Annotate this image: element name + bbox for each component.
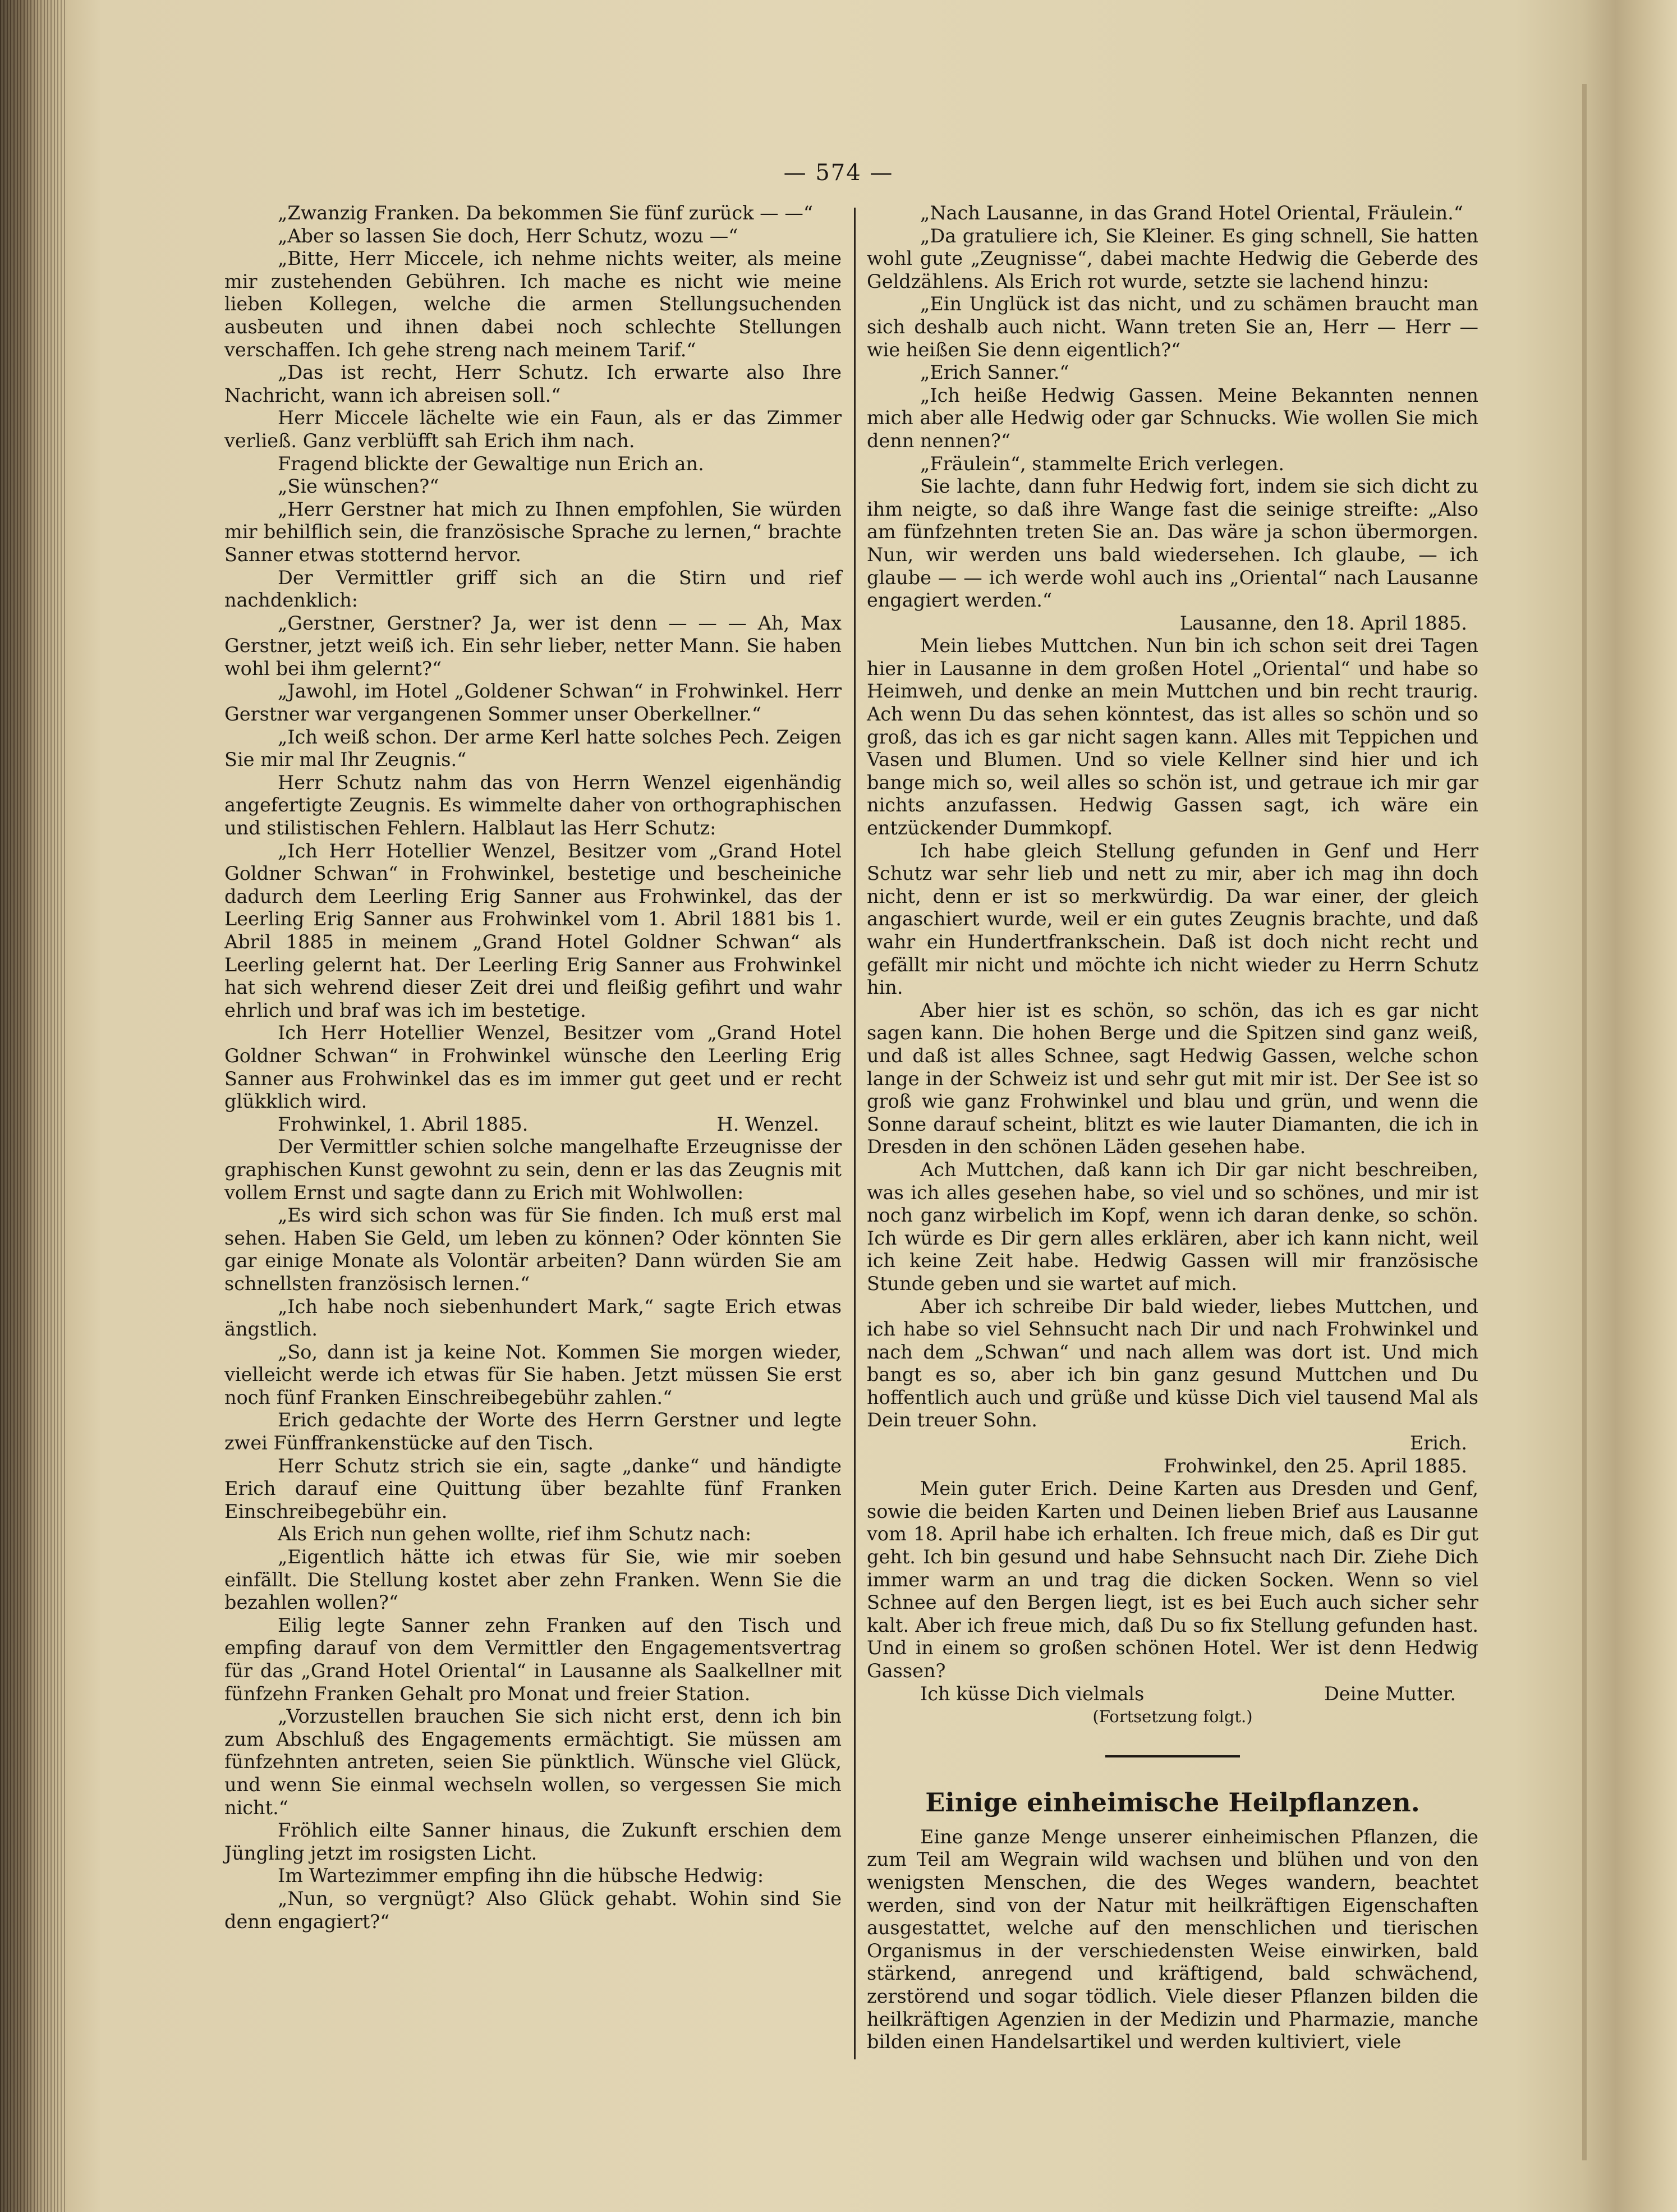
paragraph: „Ich Herr Hotellier Wenzel, Besitzer vom „Grand Hotel Goldner Schwan“ in Frohwinkel, bestetige und bescheiniche dadurch dem Leerling Erig Sanner aus Frohwinkel, das der Leerling Erig Sanner aus Frohwinkel vom 1. Abril 1881 bis 1. Abril 1885 in meinem „Grand Hotel Goldner Schwan“ als Leerling gelernt hat. Der Leerling Erig Sanner aus Frohwinkel hat sich wehrend dieser Zeit drei und fleißig gefihrt und wahr ehrlich und braf was ich im bestetige. — [224, 839, 842, 1021]
letter-paragraph: Mein guter Erich. Deine Karten aus Dresden und Genf, sowie die beiden Karten und Deinen lieben Brief aus Lausanne vom 18. April habe ich erhalten. Ich freue mich, daß es Dir gut geht. Ich bin gesund und habe Sehnsucht nach Dir. Ziehe Dich immer warm an und trag die dicken Socken. Wenn so viel Schnee auf den Bergen liegt, ist es bei Euch auch sicher sehr kalt. Aber ich freue mich, daß Du so fix Stellung gefunden hast. Und in einem so großen schönen Hotel. Wer ist denn Hedwig Gassen? — [867, 1477, 1478, 1682]
paragraph: Herr Schutz nahm das von Herrn Wenzel eigenhändig angefertigte Zeugnis. Es wimmelte daher von orthographischen und stilistischen Fehlern. Halblaut las Herr Schutz: — [224, 771, 842, 839]
paragraph: „Zwanzig Franken. Da bekommen Sie fünf zurück — —“ — [278, 202, 813, 224]
paragraph: Ich Herr Hotellier Wenzel, Besitzer vom „Grand Hotel Goldner Schwan“ in Frohwinkel wünsche den Leerling Erig Sanner aus Frohwinkel das es im immer gut geet und er recht glükklich wird. — [224, 1022, 842, 1113]
paragraph: „Da gratuliere ich, Sie Kleiner. Es ging schnell, Sie hatten wohl gute „Zeugnisse“, dabei machte Hedwig die Geberde des Geldzählens. Als Erich rot wurde, setzte sie lachend hinzu: — [867, 224, 1478, 292]
paragraph: „Eigentlich hätte ich etwas für Sie, wie mir soeben einfällt. Die Stellung kostet aber zehn Franken. Wenn Sie die bezahlen wollen?“ — [224, 1546, 842, 1614]
paragraph: „So, dann ist ja keine Not. Kommen Sie morgen wieder, vielleicht werde ich etwas für Sie haben. Jetzt müssen Sie erst noch fünf Franken Einschreibegebühr zahlen.“ — [224, 1341, 842, 1408]
letter-paragraph: Ach Muttchen, daß kann ich Dir gar nicht beschreiben, was ich alles gesehen habe, so viel und so schönes, und mir ist noch ganz wirbelich im Kopf, wenn ich daran denke, so schön. Ich würde es Dir gern alles erklären, aber ich kann nicht, weil ich keine Zeit habe. Hedwig Gassen will mir französische Stunde geben und sie wartet auf mich. — [867, 1158, 1478, 1295]
paragraph: „Sie wünschen?“ — [278, 475, 439, 498]
article-paragraph: Eine ganze Menge unserer einheimischen Pflanzen, die zum Teil am Wegrain wild wachsen und blühen und von den wenigsten Menschen, die des Weges wandern, beachtet werden, sind von der Natur mit heilkräftigen Eigenschaften ausgestattet, welche auf den menschlichen und tierischen Organismus in der verschiedensten Weise einwirken, bald stärkend, anregend und kräftigend, bald schwächend, zerstörend und sogar tödlich. Viele dieser Pflanzen bilden die heilkräftigen Agenzien in der Medizin und Pharmazie, manche bilden einen Handelsartikel und werden kultiviert, viele — [867, 1825, 1478, 2053]
paragraph: „Ich weiß schon. Der arme Kerl hatte solches Pech. Zeigen Sie mir mal Ihr Zeugnis.“ — [224, 726, 842, 771]
article-title: Einige einheimische Heilpflanzen. — [925, 1787, 1420, 1818]
letter-paragraph: Mein liebes Muttchen. Nun bin ich schon seit drei Tagen hier in Lausanne in dem großen Hotel „Oriental“ und habe so Heimweh, und denke an mein Muttchen und bin recht traurig. Ach wenn Du das sehen könntest, das ist alles so schön und so groß, das ich es gar nicht sagen kann. Alles mit Teppichen und Vasen und Blumen. Und so viele Kellner sind hier und ich bange mich so, weil alles so schön ist, und getraue ich mir gar nichts anzufassen. Hedwig Gassen sagt, ich wäre ein entzückender Dummkopf. — [867, 635, 1478, 839]
paragraph: Herr Schutz strich sie ein, sagte „danke“ und händigte Erich darauf eine Quittung über bezahlte fünf Franken Einschreibegebühr ein. — [224, 1454, 842, 1522]
paragraph: Fröhlich eilte Sanner hinaus, die Zukunft erschien dem Jüngling jetzt im rosigsten Licht. — [224, 1819, 842, 1864]
paragraph: „Herr Gerstner hat mich zu Ihnen empfohlen, Sie würden mir behilflich sein, die französische Sprache zu lernen,“ brachte Sanner etwas stotternd hervor. — [224, 498, 842, 566]
paragraph: „Gerstner, Gerstner? Ja, wer ist denn — — — Ah, Max Gerstner, jetzt weiß ich. Ein sehr lieber, netter Mann. Sie haben wohl bei ihm gelernt?“ — [224, 612, 842, 680]
paragraph: Der Vermittler schien solche mangelhafte Erzeugnisse der graphischen Kunst gewohnt zu sein, denn er las das Zeugnis mit vollem Ernst und sagte dann zu Erich mit Wohlwollen: — [224, 1136, 842, 1204]
paragraph: Erich gedachte der Worte des Herrn Gerstner und legte zwei Fünffrankenstücke auf den Tisch. — [224, 1409, 842, 1454]
signature-place-date: Frohwinkel, 1. Abril 1885. — [278, 1113, 529, 1135]
paragraph: Sie lachte, dann fuhr Hedwig fort, indem sie sich dicht zu ihm neigte, so daß ihre Wange fast die seinige streifte: „Also am fünfzehnten treten Sie an. Das wäre ja schon übermorgen. Nun, wir werden uns bald wiedersehen. Ich glaube, — ich glaube — — ich werde wohl auch ins „Oriental“ nach Lausanne engagiert werden.“ — [867, 475, 1478, 612]
continued-note: (Fortsetzung folgt.) — [1092, 1707, 1253, 1727]
letter-signature: Erich. — [1409, 1432, 1467, 1454]
letter-paragraph: Ich habe gleich Stellung gefunden in Genf und Herr Schutz war sehr lieb und nett zu mir, aber ich mag ihn doch nicht, denn er ist so merkwürdig. Da war einer, der gleich angaschiert wurde, weil er ein gutes Zeugnis brachte, und daß wahr ein Hundertfrankschein. Daß ist doch nicht recht und gefällt mir nicht und möchte ich nicht wieder zu Herrn Schutz hin. — [867, 839, 1478, 999]
paragraph: „Es wird sich schon was für Sie finden. Ich muß erst mal sehen. Haben Sie Geld, um leben zu können? Oder könnten Sie gar einige Monate als Volontär arbeiten? Dann würden Sie am schnellsten französisch lernen.“ — [224, 1204, 842, 1295]
letter-paragraph: Aber hier ist es schön, so schön, das ich es gar nicht sagen kann. Die hohen Berge und die Spitzen sind ganz weiß, und daß ist alles Schnee, sagt Hedwig Gassen, welche schon lange in der Schweiz ist und sehr gut mit mir ist. Der See ist so groß wie ganz Frohwinkel und blau und grün, und wenn die Sonne darauf scheint, blitzt es wie lauter Diamanten, die ich in Dresden in den schönen Läden gesehen habe. — [867, 999, 1478, 1158]
paragraph: „Fräulein“, stammelte Erich verlegen. — [920, 452, 1285, 475]
paragraph: „Ein Unglück ist das nicht, und zu schämen braucht man sich deshalb auch nicht. Wann treten Sie an, Herr — Herr — wie heißen Sie denn eigentlich?“ — [867, 293, 1478, 361]
paragraph: „Vorzustellen brauchen Sie sich nicht erst, denn ich bin zum Abschluß des Engagements ermächtigt. Sie müssen am fünfzehnten antreten, seien Sie pünktlich. Wünsche viel Glück, und wenn Sie einmal wechseln wollen, so vergessen Sie mich nicht.“ — [224, 1705, 842, 1819]
section-divider — [1105, 1755, 1240, 1757]
paragraph: „Aber so lassen Sie doch, Herr Schutz, wozu —“ — [278, 224, 738, 247]
paragraph: Als Erich nun gehen wollte, rief ihm Schutz nach: — [278, 1523, 752, 1545]
paragraph: Fragend blickte der Gewaltige nun Erich an. — [278, 452, 704, 475]
page-number: — 574 — — [783, 160, 894, 186]
letter-closing: Ich küsse Dich vielmals — [920, 1682, 1145, 1705]
paragraph: „Bitte, Herr Miccele, ich nehme nichts weiter, als meine mir zustehenden Gebühren. Ich mache es nicht wie meine lieben Kollegen, welche die armen Stellungsuchenden ausbeuten und ihnen dabei noch schlechte Stellungen verschaffen. Ich gehe streng nach meinem Tarif.“ — [224, 247, 842, 361]
letter-dateline: Lausanne, den 18. April 1885. — [1179, 612, 1467, 634]
letter-paragraph: Aber ich schreibe Dir bald wieder, liebes Muttchen, und ich habe so viel Sehnsucht nach Dir und nach Frohwinkel und nach dem „Schwan“ und nach allem was dort ist. Und mich bangt es so, aber ich bin ganz gesund Muttchen und Du hoffentlich auch und grüße und küsse Dich viel tausend Mal als Dein treuer Sohn. — [867, 1295, 1478, 1431]
signature-signer: H. Wenzel. — [716, 1113, 819, 1135]
paragraph: Der Vermittler griff sich an die Stirn und rief nachdenklich: — [224, 566, 842, 612]
column-divider — [854, 208, 856, 2059]
testimonial-signature-line — [224, 1113, 842, 1136]
paragraph: „Erich Sanner.“ — [920, 361, 1069, 384]
left-column — [224, 202, 842, 1933]
right-column — [867, 202, 1478, 2054]
paragraph: „Das ist recht, Herr Schutz. Ich erwarte also Ihre Nachricht, wann ich abreisen soll.“ — [224, 361, 842, 406]
paragraph: „Nun, so vergnügt? Also Glück gehabt. Wohin sind Sie denn engagiert?“ — [224, 1887, 842, 1933]
paragraph: „Ich habe noch siebenhundert Mark,“ sagte Erich etwas ängstlich. — [224, 1295, 842, 1341]
letter-closing-line — [867, 1683, 1478, 1706]
paragraph: „Jawohl, im Hotel „Goldener Schwan“ in Frohwinkel. Herr Gerstner war vergangenen Sommer unser Oberkellner.“ — [224, 680, 842, 726]
page-fold-shadow — [1582, 84, 1587, 2160]
letter-dateline: Frohwinkel, den 25. April 1885. — [1163, 1454, 1467, 1477]
page-stack-edge — [0, 0, 67, 2212]
paragraph: Im Wartezimmer empfing ihn die hübsche Hedwig: — [278, 1865, 764, 1887]
paragraph: Eilig legte Sanner zehn Franken auf den Tisch und empfing darauf von dem Vermittler den Engagementsvertrag für das „Grand Hotel Oriental“ in Lausanne als Saalkellner mit fünfzehn Franken Gehalt pro Monat und freier Station. — [224, 1614, 842, 1705]
paragraph: Herr Miccele lächelte wie ein Faun, als er das Zimmer verließ. Ganz verblüfft sah Erich ihm nach. — [224, 407, 842, 452]
paragraph: „Ich heiße Hedwig Gassen. Meine Bekannten nennen mich aber alle Hedwig oder gar Schnucks. Wie wollen Sie mich denn nennen?“ — [867, 384, 1478, 452]
letter-signature: Deine Mutter. — [1324, 1682, 1456, 1705]
paragraph: „Nach Lausanne, in das Grand Hotel Oriental, Fräulein.“ — [920, 202, 1463, 224]
